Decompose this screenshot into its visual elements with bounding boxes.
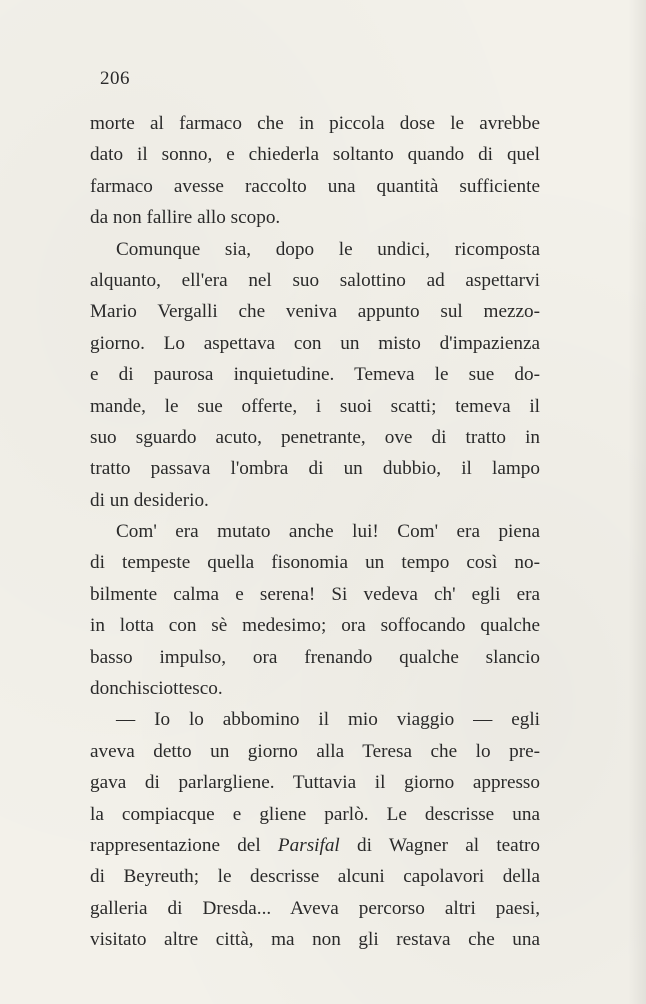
text-segment: di Wagner al teatro — [357, 834, 540, 856]
text-line: bilmente calma e serena! Si vedeva ch' egli era — [90, 583, 540, 605]
paragraph-first-line: Com' era mutato anche lui! Com' era piena — [116, 521, 540, 543]
text-line: e di paurosa inquietudine. Temeva le sue do- — [90, 364, 540, 386]
text-line: giorno. Lo aspettava con un misto d'impazienza — [90, 332, 540, 354]
text-line — [90, 830, 540, 861]
text-line: farmaco avesse raccolto una quantità sufficiente — [90, 175, 540, 197]
paragraph-first-line: — Io lo abbomino il mio viaggio — egli — [116, 709, 540, 731]
text-line: da non fallire allo scopo. — [90, 207, 281, 229]
text-line: dato il sonno, e chiederla soltanto quando di quel — [90, 144, 540, 166]
text-line: la compiacque e gliene parlò. Le descrisse una — [90, 803, 540, 825]
text-line: tratto passava l'ombra di un dubbio, il lampo — [90, 458, 540, 480]
text-line: in lotta con sè medesimo; ora soffocando qualche — [90, 615, 540, 637]
page-number: 206 — [100, 68, 130, 89]
text-line: donchisciottesco. — [90, 678, 223, 700]
text-line: morte al farmaco che in piccola dose le avrebbe — [90, 113, 540, 134]
text-line: visitato altre città, ma non gli restava che una — [90, 929, 540, 951]
text-line: di un desiderio. — [90, 489, 209, 511]
text-line: alquanto, ell'era nel suo salottino ad aspettarvi — [90, 269, 540, 291]
text-line: galleria di Dresda... Aveva percorso altri paesi, — [90, 897, 540, 919]
text-line: gava di parlargliene. Tuttavia il giorno appresso — [90, 772, 540, 794]
paragraph-first-line: Comunque sia, dopo le undici, ricomposta — [116, 238, 540, 260]
text-segment: rappresentazione del — [90, 834, 261, 856]
text-line: Mario Vergalli che veniva appunto sul mezzo- — [90, 301, 540, 323]
body-text — [90, 108, 540, 956]
text-line: mande, le sue offerte, i suoi scatti; temeva il — [90, 395, 540, 417]
text-line: aveva detto un giorno alla Teresa che lo pre- — [90, 740, 540, 762]
text-line: suo sguardo acuto, penetrante, ove di tratto in — [90, 426, 540, 448]
page-edge-shadow — [628, 0, 646, 1004]
text-line: di tempeste quella fisonomia un tempo così no- — [90, 552, 540, 574]
text-line: di Beyreuth; le descrisse alcuni capolavori della — [90, 866, 540, 888]
text-line: basso impulso, ora frenando qualche slancio — [90, 646, 540, 668]
work-title-italic: Parsifal — [277, 834, 340, 856]
